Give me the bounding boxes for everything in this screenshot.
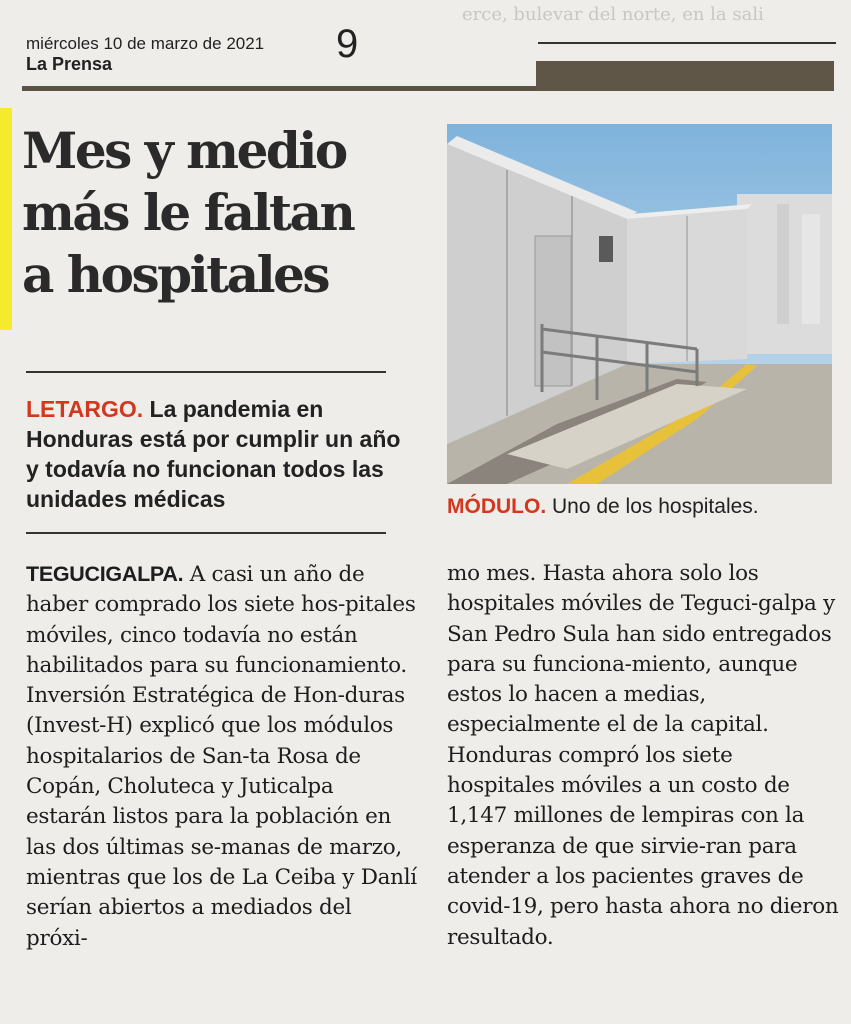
article-column-1 xyxy=(26,559,418,954)
column-2-paragraph-2: Honduras compró los siete hospitales móviles a un costo de 1,147 millones de lempiras con la esperanza de que sirvie-ran para atender a los pacientes graves de covid-19, pero hasta ahora no dieron resultado. xyxy=(447,742,839,950)
top-rule xyxy=(538,42,836,44)
newspaper-name: La Prensa xyxy=(26,54,113,74)
headline-line-2: más le faltan xyxy=(22,183,354,242)
subhead-bottom-rule xyxy=(26,532,386,534)
headline-line-3: a hospitales xyxy=(22,245,329,304)
column-1-paragraph-1 xyxy=(26,559,418,681)
hospital-module-photo xyxy=(447,124,832,484)
subhead-top-rule xyxy=(26,371,386,373)
highlighter-mark xyxy=(0,108,12,330)
article-column-2 xyxy=(447,559,839,953)
header-band xyxy=(22,61,834,93)
column-1-paragraph-1-text: A casi un año de haber comprado los siete hos-pitales móviles, cinco todavía no están habilitados para su funcionamiento. xyxy=(26,562,416,678)
column-2-paragraph-1: mo mes. Hasta ahora solo los hospitales móviles de Teguci-galpa y San Pedro Sula han sido entregados para su funciona-miento, aunque estos lo hacen a medias, especialmente el de la capital. xyxy=(447,561,835,738)
page-number: 9 xyxy=(336,22,359,66)
header-band-thick xyxy=(536,61,834,91)
subhead-kicker: LETARGO. xyxy=(26,396,144,422)
photo-caption xyxy=(447,494,837,520)
caption-text: Uno de los hospitales. xyxy=(546,495,759,518)
headline-line-1: Mes y medio xyxy=(22,121,346,180)
bleed-through-text: erce, bulevar del norte, en la sali xyxy=(462,4,764,25)
dateline: TEGUCIGALPA. xyxy=(26,562,184,586)
issue-date: miércoles 10 de marzo de 2021 xyxy=(26,34,265,53)
headline xyxy=(22,120,402,306)
column-1-paragraph-2: Inversión Estratégica de Hon-duras (Invest-H) explicó que los módulos hospitalarios de San-ta Rosa de Copán, Choluteca y Juticalpa estarán listos para la población en las dos últimas se-manas de marzo, mientras que los de La Ceiba y Danlí serían abiertos a mediados del próxi- xyxy=(26,683,417,951)
photo-illustration xyxy=(447,124,832,484)
header-band-thin xyxy=(22,86,542,91)
subhead-text: La pandemia en Honduras está por cumplir un año y todavía no funcionan todos las unidades médicas xyxy=(26,396,401,512)
subhead xyxy=(26,394,406,514)
caption-kicker: MÓDULO. xyxy=(447,495,547,518)
